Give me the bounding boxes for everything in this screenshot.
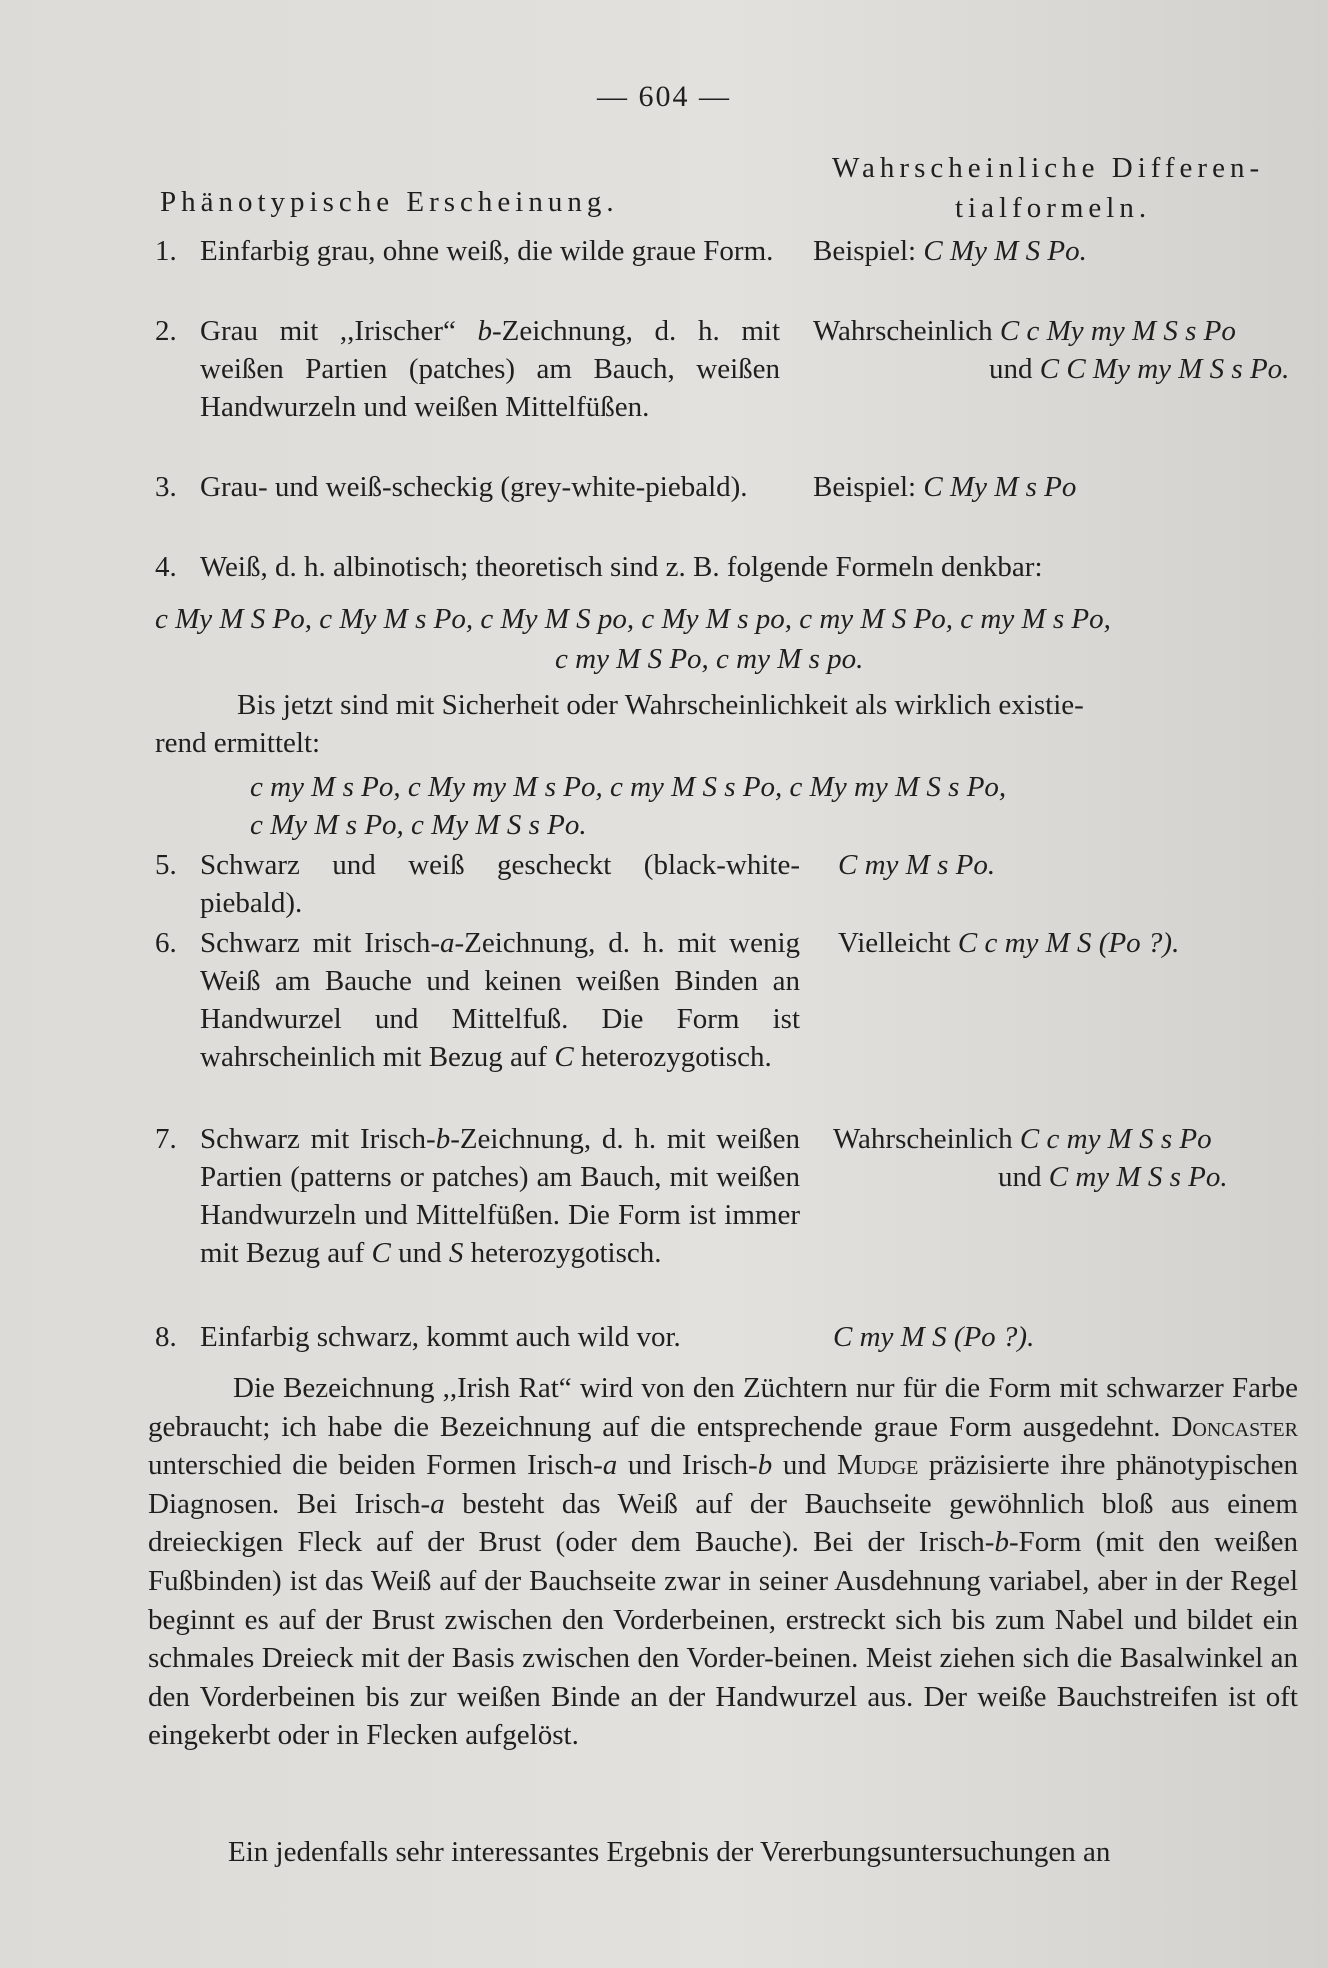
column-header-left: Phänotypische Erscheinung.: [160, 186, 619, 218]
formula-label: Vielleicht: [838, 927, 951, 959]
item-number: 5.: [155, 849, 177, 881]
text-part: -Zeichnung, d. h. mit weißen Partien (patterns or patches) am Bauch, mit weißen Handwurzeln und Mittelfüßen. Die Form ist immer mit Bezug auf: [200, 1123, 800, 1269]
text-part: heterozygotisch.: [463, 1237, 662, 1269]
formula-line: c My M s Po, c My M S s Po.: [250, 809, 587, 841]
item-description: [200, 1120, 800, 1272]
text-part-italic: a: [602, 1449, 618, 1482]
formula-line: c my M S Po, c my M s po.: [555, 643, 864, 675]
item-number: 6.: [155, 927, 177, 959]
text-part: unterschied die beiden Formen Irisch-: [148, 1449, 603, 1482]
text-part: -Form (mit den weißen Fußbinden) ist das Weiß auf der Bauchseite zwar in seiner Ausdehnung variabel, aber in der Regel beginnt es auf der Brust zwischen den Vorderbeinen, erstreckt sich bis zum Nabel und bildet ein schmales Dreieck mit der Basis zwischen den Vorder-beinen. Meist ziehen sich die Basalwinkel an den Vorderbeinen bis zur weißen Binde an der Handwurzel aus. Der weiße Bauchstreifen ist oft eingekerbt oder in Flecken aufgelöst.: [148, 1526, 1298, 1752]
text-part-italic: b: [994, 1526, 1009, 1559]
item-formula: [838, 924, 1328, 962]
text-part-italic: C: [554, 1041, 574, 1073]
formula-text: C My M S Po.: [923, 235, 1087, 267]
formula-label: und: [989, 353, 1033, 385]
formula-text: C c my M S (Po ?).: [957, 927, 1180, 959]
formula-label: Wahrscheinlich: [833, 1123, 1013, 1155]
text-part: heterozygotisch.: [573, 1041, 772, 1073]
text-part-italic: b: [757, 1449, 773, 1482]
item-description: Grau- und weiß-scheckig (grey-white-piebald).: [200, 471, 748, 503]
item-formula: [813, 312, 1328, 388]
text-part-italic: a: [439, 927, 455, 959]
body-paragraph: [148, 1369, 1298, 1755]
formula-label: Beispiel:: [813, 235, 917, 267]
item-description: Schwarz und weiß gescheckt (black-white-piebald).: [200, 849, 800, 919]
text-part-italic: a: [430, 1487, 445, 1520]
formula-text: C my M s Po.: [838, 849, 996, 881]
formula-text: C my M S s Po.: [1048, 1161, 1228, 1193]
column-header-right-line2: tialformeln.: [955, 192, 1152, 224]
item-formula: [833, 1120, 1328, 1196]
item-formula: [833, 1318, 1328, 1356]
formula-label: und: [998, 1161, 1042, 1193]
item-description: Weiß, d. h. albinotisch; theoretisch sind z. B. folgende Formeln denkbar:: [200, 551, 1043, 583]
item-description: [200, 312, 780, 426]
text-part: und: [772, 1449, 837, 1482]
formula-line: c my M s Po, c My my M s Po, c my M S s Po, c My my M S s Po,: [250, 771, 1007, 803]
item-formula: [813, 468, 1313, 506]
item-description: Einfarbig schwarz, kommt auch wild vor.: [200, 1321, 681, 1353]
column-header-right-line1: Wahrscheinliche Differen-: [832, 152, 1265, 184]
formula-text: C my M S (Po ?).: [833, 1321, 1035, 1353]
item-description: [200, 924, 800, 1076]
item-number: 2.: [155, 315, 177, 347]
note-line: rend ermittelt:: [155, 727, 321, 759]
formula-text: C c My my M S s Po: [999, 315, 1236, 347]
author-name: Mudge: [836, 1449, 919, 1482]
item-number: 3.: [155, 471, 177, 503]
text-part: präzisierte ihre phänotypischen Diagnosen. Bei Irisch-: [148, 1449, 1299, 1520]
body-paragraph-start: Ein jedenfalls sehr interessantes Ergebnis der Vererbungsuntersuchungen an: [228, 1836, 1111, 1868]
item-description: Einfarbig grau, ohne weiß, die wilde graue Form.: [200, 235, 774, 267]
formula-text: C C My my M S s Po.: [1039, 353, 1290, 385]
author-name: Doncaster: [1171, 1410, 1298, 1443]
text-part-italic: b: [477, 315, 492, 347]
text-part-italic: C: [371, 1237, 391, 1269]
text-part: Grau mit ,,Irischer“: [200, 315, 478, 347]
item-formula: [838, 846, 1328, 884]
text-part: und Irisch-: [617, 1449, 758, 1482]
formula-line: c My M S Po, c My M s Po, c My M S po, c My M s po, c my M S Po, c my M s Po,: [155, 603, 1111, 635]
formula-text: C My M s Po: [923, 471, 1077, 503]
text-part: Die Bezeichnung ,,Irish Rat“ wird von den Züchtern nur für die Form mit schwarzer Farbe gebraucht; ich habe die Bezeichnung auf die entsprechende graue Form ausgedehnt.: [148, 1372, 1298, 1443]
text-part-italic: S: [448, 1237, 464, 1269]
item-formula: [813, 232, 1313, 270]
text-part: Schwarz mit Irisch-: [200, 927, 440, 959]
item-number: 4.: [155, 551, 177, 583]
formula-label: Wahrscheinlich: [813, 315, 993, 347]
formula-text: C c my M S s Po: [1019, 1123, 1212, 1155]
item-number: 1.: [155, 235, 177, 267]
formula-label: Beispiel:: [813, 471, 917, 503]
text-part: und: [390, 1237, 449, 1269]
page-number: — 604 —: [597, 80, 731, 113]
text-part-italic: b: [435, 1123, 451, 1155]
text-part: Schwarz mit Irisch-: [200, 1123, 436, 1155]
text-part: -Zeichnung, d. h. mit weißen Partien (patches) am Bauch, weißen Handwurzeln und weißen Mittelfüßen.: [200, 315, 781, 423]
text-part: -Zeichnung, d. h. mit wenig Weiß am Bauche und keinen weißen Binden an Handwurzel und Mittelfuß. Die Form ist wahrscheinlich mit Bezug auf: [200, 927, 801, 1073]
text-part: besteht das Weiß auf der Bauchseite gewöhnlich bloß aus einem dreieckigen Fleck auf der Brust (oder dem Bauche). Bei der Irisch-: [148, 1487, 1298, 1559]
item-number: 8.: [155, 1321, 177, 1353]
note-line: Bis jetzt sind mit Sicherheit oder Wahrscheinlichkeit als wirklich existie-: [237, 689, 1084, 721]
item-number: 7.: [155, 1123, 177, 1155]
